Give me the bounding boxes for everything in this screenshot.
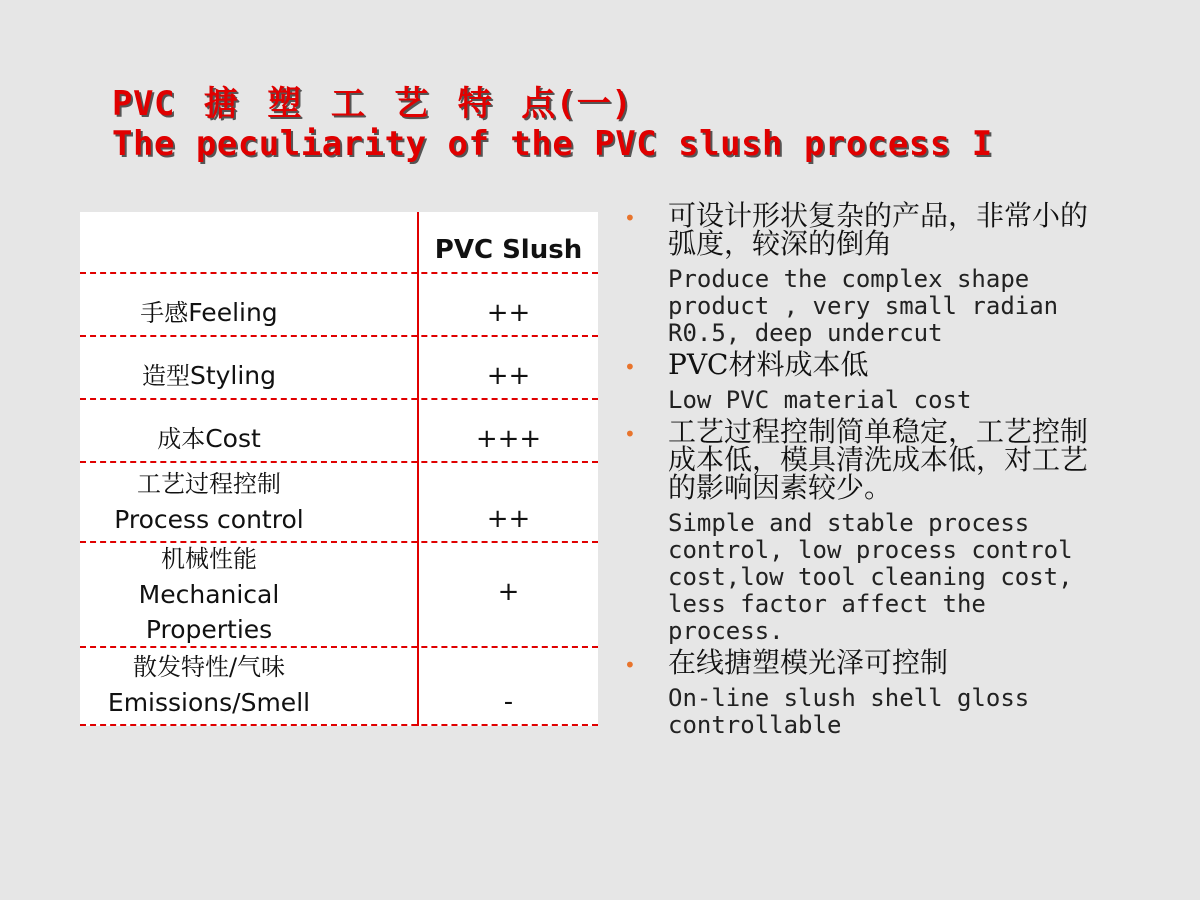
- table-row: [80, 648, 598, 726]
- row-value: ++: [486, 298, 531, 328]
- bullet-text-cn: 在线搪塑模光泽可控制: [668, 646, 949, 679]
- row-value: ++: [486, 504, 531, 534]
- table-row: [80, 400, 598, 463]
- title-english: The peculiarity of the PVC slush process I: [112, 124, 993, 164]
- row-label-cn: 成本: [157, 425, 206, 453]
- bullet-dot-icon: •: [624, 653, 636, 677]
- bullet-text-en: Simple and stable process control, low process control cost,low tool cleaning cost, less factor affect the process.: [668, 509, 1073, 645]
- slide-title: [112, 84, 1172, 164]
- bullet-dot-icon: •: [624, 422, 636, 446]
- row-value: -: [503, 687, 514, 717]
- list-item: [620, 646, 1088, 739]
- row-value: +: [497, 577, 520, 607]
- table-row: [80, 543, 598, 648]
- bullet-list: [620, 199, 1180, 739]
- row-label: [80, 274, 338, 335]
- row-label-cn: 手感: [140, 299, 189, 327]
- row-label-en: Emissions/Smell: [107, 688, 311, 717]
- row-label-cn: 工艺过程控制: [137, 470, 281, 498]
- table-row: [80, 274, 598, 337]
- row-label-cn: 造型: [141, 362, 190, 390]
- row-label-en: Styling: [189, 361, 277, 390]
- row-label-cn: 机械性能: [161, 545, 257, 573]
- row-label: [80, 463, 338, 541]
- bullet-text-cn: 可设计形状复杂的产品，非常小的弧度，较深的倒角: [668, 199, 1089, 260]
- list-item: [620, 348, 1180, 414]
- bullet-text-en: On-line slush shell gloss controllable: [668, 684, 1030, 739]
- title-chinese: PVC 搪 塑 工 艺 特 点(一): [112, 84, 633, 124]
- list-item: [620, 199, 1089, 347]
- row-label: [80, 648, 338, 724]
- bullet-text-en: Produce the complex shape product , very small radian R0.5, deep undercut: [668, 265, 1059, 347]
- table-header-row: [80, 212, 598, 274]
- row-label: [80, 400, 338, 461]
- row-label-en: Process control: [114, 505, 304, 534]
- row-value: ++: [486, 361, 531, 391]
- bullet-text-en: Low PVC material cost: [668, 386, 972, 414]
- bullet-dot-icon: •: [624, 206, 636, 230]
- row-value: +++: [475, 424, 542, 454]
- list-item: [620, 415, 1089, 645]
- table-row: [80, 337, 598, 400]
- row-label-en: Mechanical Properties: [138, 580, 280, 644]
- comparison-table: [80, 212, 598, 726]
- table-row: [80, 463, 598, 543]
- row-label: [80, 543, 338, 646]
- row-label-cn: 散发特性/气味: [132, 653, 286, 681]
- header-cell-pvc-slush: PVC Slush: [434, 235, 583, 265]
- row-label-en: Cost: [205, 424, 261, 453]
- bullet-dot-icon: •: [624, 355, 636, 379]
- bullet-text-cn: PVC材料成本低: [668, 348, 869, 381]
- bullet-text-cn: 工艺过程控制简单稳定，工艺控制成本低，模具清洗成本低，对工艺的影响因素较少。: [668, 415, 1089, 504]
- header-cell-empty: [80, 212, 338, 272]
- row-label-en: Feeling: [188, 298, 278, 327]
- row-label: [80, 337, 338, 398]
